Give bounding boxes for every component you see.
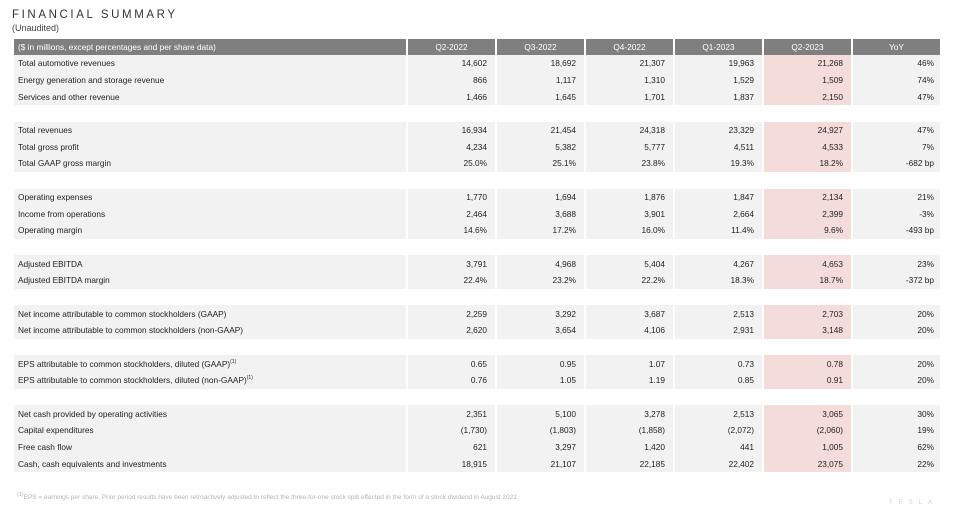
value-cell-q3-2022: 1,117 <box>496 72 585 89</box>
spacer-row <box>14 239 940 256</box>
row-label <box>14 322 407 339</box>
row-label-text: Energy generation and storage revenue <box>18 75 165 86</box>
value-cell-q2-2022: 621 <box>407 439 496 456</box>
value-cell-q2-2022: 4,234 <box>407 138 496 155</box>
value-cell-q1-2023: 4,267 <box>674 255 763 272</box>
page-title: FINANCIAL SUMMARY <box>12 9 178 21</box>
value-cell-q4-2022: 23.8% <box>585 155 674 172</box>
value-cell-q4-2022: 1,420 <box>585 439 674 456</box>
value-cell-q1-2023: 2,931 <box>674 322 763 339</box>
row-label-text: Total gross profit <box>18 141 79 152</box>
table-row <box>14 88 940 105</box>
row-label <box>14 122 407 139</box>
value-cell-q2-2023: 9.6% <box>763 222 852 239</box>
value-cell-q3-2022: 21,454 <box>496 122 585 139</box>
row-label <box>14 255 407 272</box>
yoy-cell: 20% <box>852 322 940 339</box>
column-header-yoy: YoY <box>852 39 940 55</box>
value-cell-q1-2023: 19,963 <box>674 55 763 72</box>
table-row <box>14 405 940 422</box>
table-row <box>14 305 940 322</box>
row-label-text: EPS attributable to common stockholders, diluted (non-GAAP) <box>18 375 247 386</box>
row-label-text: Total GAAP gross margin <box>18 158 111 169</box>
yoy-cell: 47% <box>852 88 940 105</box>
row-label-text: Adjusted EBITDA margin <box>18 275 110 286</box>
column-header-q4-2022: Q4-2022 <box>585 39 674 55</box>
table-row <box>14 122 940 139</box>
value-cell-q4-2022: 5,404 <box>585 255 674 272</box>
value-cell-q3-2022: 21,107 <box>496 456 585 473</box>
value-cell-q4-2022: 1.07 <box>585 355 674 372</box>
yoy-cell: -372 bp <box>852 272 940 289</box>
value-cell-q2-2023: 4,533 <box>763 138 852 155</box>
row-label <box>14 439 407 456</box>
value-cell-q4-2022: 1.19 <box>585 372 674 389</box>
row-label <box>14 372 407 389</box>
value-cell-q2-2023: 21,268 <box>763 55 852 72</box>
table-row <box>14 155 940 172</box>
value-cell-q2-2023: 24,927 <box>763 122 852 139</box>
value-cell-q2-2023: 0.78 <box>763 355 852 372</box>
row-label-text: Operating margin <box>18 225 83 236</box>
footnote-text: EPS = earnings per share. Prior period results have been retroactively adjusted to reflect the three-for-one stock split effected in the form of a stock dividend in August 2022. <box>23 494 519 502</box>
value-cell-q3-2022: 23.2% <box>496 272 585 289</box>
value-cell-q1-2023: 23,329 <box>674 122 763 139</box>
value-cell-q1-2023: 0.85 <box>674 372 763 389</box>
value-cell-q4-2022: 22,185 <box>585 456 674 473</box>
value-cell-q2-2022: 0.65 <box>407 355 496 372</box>
row-label <box>14 305 407 322</box>
yoy-cell: -682 bp <box>852 155 940 172</box>
yoy-cell: 21% <box>852 189 940 206</box>
value-cell-q2-2023: 3,148 <box>763 322 852 339</box>
value-cell-q2-2023: 4,653 <box>763 255 852 272</box>
value-cell-q3-2022: 3,688 <box>496 205 585 222</box>
value-cell-q4-2022: 21,307 <box>585 55 674 72</box>
value-cell-q1-2023: 1,847 <box>674 189 763 206</box>
column-header-q2-2022: Q2-2022 <box>407 39 496 55</box>
yoy-cell: 7% <box>852 138 940 155</box>
value-cell-q3-2022: 4,968 <box>496 255 585 272</box>
value-cell-q2-2023: 2,150 <box>763 88 852 105</box>
row-label-text: Income from operations <box>18 208 106 219</box>
row-label-text: Cash, cash equivalents and investments <box>18 458 167 469</box>
value-cell-q3-2022: 0.95 <box>496 355 585 372</box>
row-label-text: Free cash flow <box>18 442 72 453</box>
row-label <box>14 155 407 172</box>
value-cell-q3-2022: 3,654 <box>496 322 585 339</box>
value-cell-q1-2023: 2,513 <box>674 305 763 322</box>
value-cell-q1-2023: 1,837 <box>674 88 763 105</box>
value-cell-q2-2023: 2,399 <box>763 205 852 222</box>
value-cell-q3-2022: 18,692 <box>496 55 585 72</box>
value-cell-q2-2022: 2,259 <box>407 305 496 322</box>
row-label <box>14 422 407 439</box>
spacer-cell <box>14 289 940 306</box>
row-label-text: Adjusted EBITDA <box>18 258 83 269</box>
row-label-text: Total revenues <box>18 125 72 136</box>
spacer-row <box>14 289 940 306</box>
value-cell-q1-2023: 2,513 <box>674 405 763 422</box>
spacer-cell <box>14 105 940 122</box>
row-label <box>14 88 407 105</box>
value-cell-q2-2023: (2,060) <box>763 422 852 439</box>
spacer-cell <box>14 389 940 406</box>
value-cell-q1-2023: 19.3% <box>674 155 763 172</box>
value-cell-q2-2023: 1,005 <box>763 439 852 456</box>
table-row <box>14 255 940 272</box>
table-row <box>14 355 940 372</box>
spacer-cell <box>14 239 940 256</box>
row-label <box>14 222 407 239</box>
value-cell-q2-2023: 0.91 <box>763 372 852 389</box>
yoy-cell: 22% <box>852 456 940 473</box>
value-cell-q1-2023: 441 <box>674 439 763 456</box>
footnote-ref: (1) <box>246 375 253 382</box>
spacer-cell <box>14 172 940 189</box>
value-cell-q2-2022: 22.4% <box>407 272 496 289</box>
yoy-cell: 47% <box>852 122 940 139</box>
value-cell-q4-2022: 5,777 <box>585 138 674 155</box>
value-cell-q4-2022: (1,858) <box>585 422 674 439</box>
yoy-cell: 20% <box>852 305 940 322</box>
table-row <box>14 322 940 339</box>
value-cell-q2-2023: 1,509 <box>763 72 852 89</box>
value-cell-q3-2022: 3,297 <box>496 439 585 456</box>
row-label-text: Total automotive revenues <box>18 58 115 69</box>
row-label <box>14 72 407 89</box>
value-cell-q3-2022: 3,292 <box>496 305 585 322</box>
row-label <box>14 205 407 222</box>
spacer-row <box>14 389 940 406</box>
value-cell-q4-2022: 22.2% <box>585 272 674 289</box>
value-cell-q2-2022: 3,791 <box>407 255 496 272</box>
table-header-row <box>14 39 940 55</box>
value-cell-q2-2022: 18,915 <box>407 456 496 473</box>
table-row <box>14 222 940 239</box>
value-cell-q3-2022: (1,803) <box>496 422 585 439</box>
value-cell-q2-2022: 16,934 <box>407 122 496 139</box>
value-cell-q1-2023: 22,402 <box>674 456 763 473</box>
table-row <box>14 272 940 289</box>
value-cell-q2-2022: 14,602 <box>407 55 496 72</box>
value-cell-q2-2023: 2,134 <box>763 189 852 206</box>
row-label <box>14 405 407 422</box>
value-cell-q2-2022: 2,351 <box>407 405 496 422</box>
value-cell-q2-2023: 18.2% <box>763 155 852 172</box>
value-cell-q3-2022: 1,694 <box>496 189 585 206</box>
table-row <box>14 372 940 389</box>
value-cell-q3-2022: 1.05 <box>496 372 585 389</box>
row-label-text: Capital expenditures <box>18 425 94 436</box>
table-row <box>14 189 940 206</box>
brand-wordmark: TESLA <box>888 500 938 506</box>
yoy-cell: 46% <box>852 55 940 72</box>
value-cell-q1-2023: 0.73 <box>674 355 763 372</box>
yoy-cell: 23% <box>852 255 940 272</box>
table-row <box>14 72 940 89</box>
table-row <box>14 138 940 155</box>
value-cell-q2-2022: 1,466 <box>407 88 496 105</box>
spacer-row <box>14 339 940 356</box>
value-cell-q2-2022: (1,730) <box>407 422 496 439</box>
value-cell-q2-2023: 23,075 <box>763 456 852 473</box>
row-label <box>14 138 407 155</box>
yoy-cell: 62% <box>852 439 940 456</box>
table-row <box>14 439 940 456</box>
column-header-q2-2023: Q2-2023 <box>763 39 852 55</box>
yoy-cell: -3% <box>852 205 940 222</box>
value-cell-q4-2022: 24,318 <box>585 122 674 139</box>
spacer-cell <box>14 339 940 356</box>
value-cell-q2-2022: 2,620 <box>407 322 496 339</box>
yoy-cell: 20% <box>852 372 940 389</box>
table-row <box>14 422 940 439</box>
value-cell-q1-2023: 4,511 <box>674 138 763 155</box>
value-cell-q4-2022: 3,687 <box>585 305 674 322</box>
yoy-cell: 30% <box>852 405 940 422</box>
column-header-q3-2022: Q3-2022 <box>496 39 585 55</box>
row-label-text: Operating expenses <box>18 191 93 202</box>
footnote-marker: (1) <box>17 492 24 498</box>
value-cell-q3-2022: 25.1% <box>496 155 585 172</box>
value-cell-q1-2023: 2,664 <box>674 205 763 222</box>
value-cell-q4-2022: 16.0% <box>585 222 674 239</box>
value-cell-q1-2023: 11.4% <box>674 222 763 239</box>
page-subtitle: (Unaudited) <box>12 23 60 33</box>
yoy-cell: 74% <box>852 72 940 89</box>
table-body <box>14 55 940 472</box>
financial-summary-table <box>13 39 940 472</box>
value-cell-q4-2022: 1,701 <box>585 88 674 105</box>
value-cell-q4-2022: 3,901 <box>585 205 674 222</box>
yoy-cell: 19% <box>852 422 940 439</box>
row-label-text: Services and other revenue <box>18 91 120 102</box>
value-cell-q2-2022: 0.76 <box>407 372 496 389</box>
row-label <box>14 55 407 72</box>
footnote <box>17 492 519 501</box>
value-cell-q3-2022: 5,100 <box>496 405 585 422</box>
footnote-ref: (1) <box>230 358 237 365</box>
value-cell-q1-2023: (2,072) <box>674 422 763 439</box>
row-label <box>14 189 407 206</box>
row-label-text: Net income attributable to common stockholders (GAAP) <box>18 308 227 319</box>
yoy-cell: -493 bp <box>852 222 940 239</box>
row-label-text: EPS attributable to common stockholders, diluted (GAAP) <box>18 358 231 369</box>
value-cell-q2-2023: 3,065 <box>763 405 852 422</box>
column-header-q1-2023: Q1-2023 <box>674 39 763 55</box>
table-row <box>14 55 940 72</box>
value-cell-q4-2022: 3,278 <box>585 405 674 422</box>
row-label <box>14 272 407 289</box>
value-cell-q2-2022: 14.6% <box>407 222 496 239</box>
value-cell-q2-2022: 1,770 <box>407 189 496 206</box>
row-label-text: Net cash provided by operating activities <box>18 408 167 419</box>
table-row <box>14 205 940 222</box>
value-cell-q1-2023: 1,529 <box>674 72 763 89</box>
value-cell-q3-2022: 17.2% <box>496 222 585 239</box>
value-cell-q2-2022: 2,464 <box>407 205 496 222</box>
table-header-label: ($ in millions, except percentages and per share data) <box>14 39 407 55</box>
value-cell-q4-2022: 1,310 <box>585 72 674 89</box>
row-label-text: Net income attributable to common stockholders (non-GAAP) <box>18 325 244 336</box>
value-cell-q2-2023: 2,703 <box>763 305 852 322</box>
value-cell-q3-2022: 5,382 <box>496 138 585 155</box>
table-row <box>14 456 940 473</box>
value-cell-q4-2022: 4,106 <box>585 322 674 339</box>
value-cell-q2-2023: 18.7% <box>763 272 852 289</box>
row-label <box>14 456 407 473</box>
spacer-row <box>14 105 940 122</box>
value-cell-q2-2022: 866 <box>407 72 496 89</box>
value-cell-q1-2023: 18.3% <box>674 272 763 289</box>
value-cell-q2-2022: 25.0% <box>407 155 496 172</box>
spacer-row <box>14 172 940 189</box>
value-cell-q4-2022: 1,876 <box>585 189 674 206</box>
row-label <box>14 355 407 372</box>
yoy-cell: 20% <box>852 355 940 372</box>
value-cell-q3-2022: 1,645 <box>496 88 585 105</box>
